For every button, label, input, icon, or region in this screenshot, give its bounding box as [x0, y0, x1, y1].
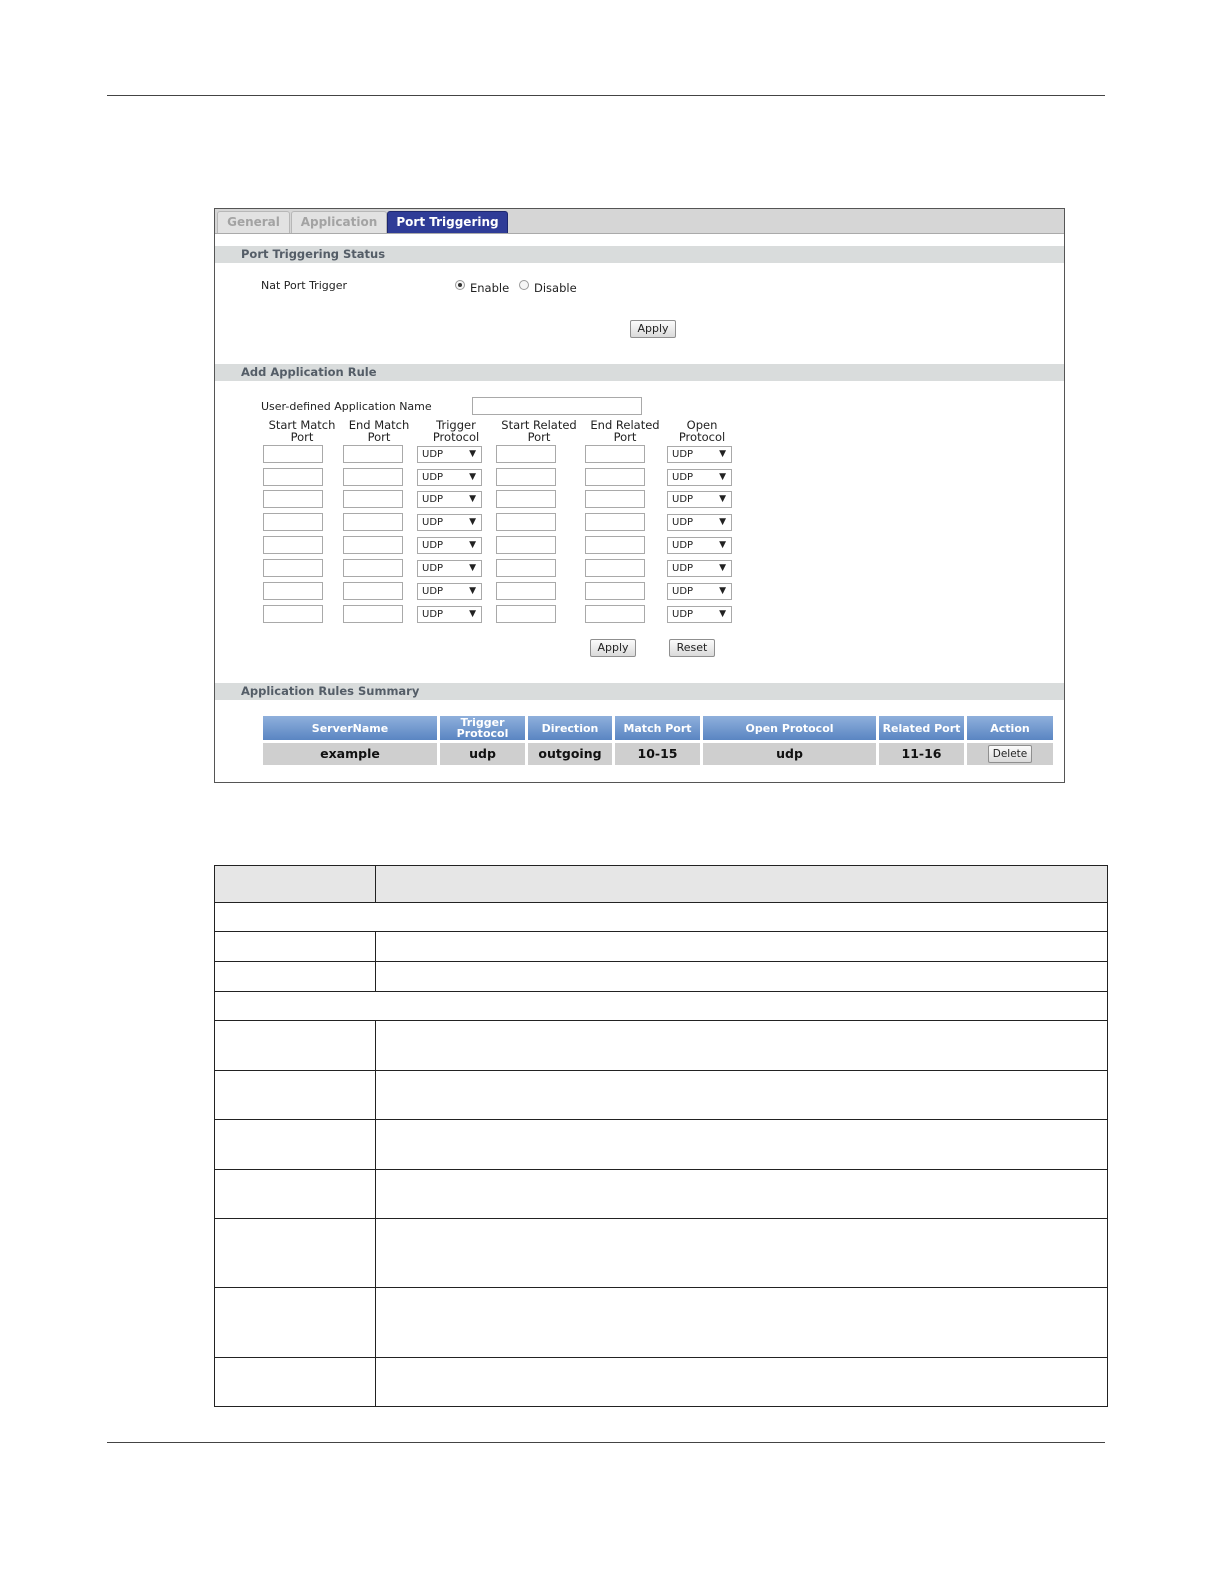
- open-protocol-select[interactable]: [667, 606, 732, 623]
- end-match-port-input[interactable]: [343, 536, 403, 554]
- dropdown-arrow-icon: ▼: [719, 449, 726, 459]
- table-line: [215, 1020, 1107, 1021]
- end-match-port-input[interactable]: [343, 513, 403, 531]
- table-line: [215, 1357, 1107, 1358]
- start-related-port-input[interactable]: [496, 605, 556, 623]
- disable-radio[interactable]: [519, 280, 529, 290]
- protocol-value: UDP: [672, 540, 694, 551]
- protocol-value: UDP: [422, 609, 444, 620]
- protocol-value: UDP: [672, 586, 694, 597]
- trigger-protocol-select[interactable]: [417, 491, 482, 508]
- dropdown-arrow-icon: ▼: [719, 472, 726, 482]
- table-line: [215, 1070, 1107, 1071]
- tab-bar: [215, 209, 1064, 234]
- col-start-related-port: Start Related Port: [501, 418, 577, 444]
- rule-reset-button[interactable]: Reset: [669, 639, 715, 657]
- summary-col-action: Action: [967, 716, 1053, 740]
- dropdown-arrow-icon: ▼: [719, 517, 726, 527]
- summary-col-open-protocol: Open Protocol: [703, 716, 876, 740]
- open-protocol-select[interactable]: [667, 446, 732, 463]
- tab-application[interactable]: Application: [291, 211, 387, 233]
- protocol-value: UDP: [422, 494, 444, 505]
- dropdown-arrow-icon: ▼: [469, 609, 476, 619]
- open-protocol-select[interactable]: [667, 491, 732, 508]
- table-line: [215, 961, 1107, 962]
- end-match-port-input[interactable]: [343, 490, 403, 508]
- summary-direction-cell: outgoing: [528, 743, 612, 765]
- app-name-input[interactable]: [472, 397, 642, 415]
- col-end-match-port: End Match Port: [348, 418, 410, 444]
- summary-section-header: [215, 683, 1064, 700]
- open-protocol-select[interactable]: [667, 469, 732, 486]
- end-related-port-input[interactable]: [585, 445, 645, 463]
- end-related-port-input[interactable]: [585, 582, 645, 600]
- table-divider: [375, 866, 376, 902]
- summary-col-related-port: Related Port: [879, 716, 964, 740]
- dropdown-arrow-icon: ▼: [719, 540, 726, 550]
- col-open-protocol: Open Protocol: [678, 418, 726, 444]
- end-match-port-input[interactable]: [343, 468, 403, 486]
- table-line: [215, 1218, 1107, 1219]
- protocol-value: UDP: [672, 563, 694, 574]
- start-match-port-input[interactable]: [263, 605, 323, 623]
- open-protocol-select[interactable]: [667, 514, 732, 531]
- end-related-port-input[interactable]: [585, 536, 645, 554]
- trigger-protocol-select[interactable]: [417, 537, 482, 554]
- trigger-protocol-select[interactable]: [417, 606, 482, 623]
- dropdown-arrow-icon: ▼: [469, 517, 476, 527]
- start-related-port-input[interactable]: [496, 559, 556, 577]
- status-section-header: [215, 246, 1064, 263]
- protocol-value: UDP: [422, 517, 444, 528]
- end-related-port-input[interactable]: [585, 468, 645, 486]
- tab-port-triggering[interactable]: Port Triggering: [387, 211, 508, 233]
- start-match-port-input[interactable]: [263, 445, 323, 463]
- description-table: [214, 865, 1108, 1407]
- dropdown-arrow-icon: ▼: [469, 586, 476, 596]
- add-rule-section-title: Add Application Rule: [241, 365, 377, 379]
- enable-label: Enable: [470, 281, 510, 295]
- open-protocol-select[interactable]: [667, 560, 732, 577]
- table-line: [215, 1119, 1107, 1120]
- end-related-port-input[interactable]: [585, 559, 645, 577]
- col-start-match-port: Start Match Port: [268, 418, 336, 444]
- end-related-port-input[interactable]: [585, 490, 645, 508]
- table-line: [215, 931, 1107, 932]
- end-match-port-input[interactable]: [343, 605, 403, 623]
- end-match-port-input[interactable]: [343, 582, 403, 600]
- dropdown-arrow-icon: ▼: [469, 449, 476, 459]
- protocol-value: UDP: [422, 563, 444, 574]
- protocol-value: UDP: [422, 472, 444, 483]
- open-protocol-select[interactable]: [667, 583, 732, 600]
- protocol-value: UDP: [672, 494, 694, 505]
- end-related-port-input[interactable]: [585, 605, 645, 623]
- status-section-title: Port Triggering Status: [241, 247, 386, 261]
- trigger-protocol-select[interactable]: [417, 469, 482, 486]
- protocol-value: UDP: [672, 517, 694, 528]
- app-name-label: User-defined Application Name: [261, 400, 432, 413]
- nat-port-trigger-label: Nat Port Trigger: [261, 279, 348, 292]
- add-rule-section-header: [215, 364, 1064, 381]
- dropdown-arrow-icon: ▼: [719, 563, 726, 573]
- table-divider: [375, 931, 376, 991]
- start-related-port-input[interactable]: [496, 582, 556, 600]
- start-match-port-input[interactable]: [263, 536, 323, 554]
- rule-apply-button[interactable]: Apply: [590, 639, 636, 657]
- protocol-value: UDP: [672, 449, 694, 460]
- table-line: [215, 1287, 1107, 1288]
- summary-section-title: Application Rules Summary: [241, 684, 420, 698]
- summary-col-servername: ServerName: [263, 716, 437, 740]
- col-trigger-protocol: Trigger Protocol: [432, 418, 480, 444]
- summary-col-match-port: Match Port: [615, 716, 700, 740]
- summary-related-port-cell: 11-16: [879, 743, 964, 765]
- protocol-value: UDP: [672, 472, 694, 483]
- summary-col-trigger-protocol: Trigger Protocol: [440, 716, 525, 740]
- start-related-port-input[interactable]: [496, 490, 556, 508]
- bottom-rule: [107, 1442, 1105, 1443]
- trigger-protocol-select[interactable]: [417, 514, 482, 531]
- start-related-port-input[interactable]: [496, 536, 556, 554]
- start-match-port-input[interactable]: [263, 490, 323, 508]
- disable-label: Disable: [534, 281, 577, 295]
- summary-col-direction: Direction: [528, 716, 612, 740]
- summary-match-port-cell: 10-15: [615, 743, 700, 765]
- summary-action-cell: [967, 743, 1053, 765]
- open-protocol-select[interactable]: [667, 537, 732, 554]
- enable-radio[interactable]: [455, 280, 465, 290]
- table-line: [215, 991, 1107, 992]
- start-related-port-input[interactable]: [496, 513, 556, 531]
- port-triggering-screen: [214, 208, 1065, 783]
- trigger-protocol-select[interactable]: [417, 560, 482, 577]
- summary-trigger-protocol-cell: udp: [440, 743, 525, 765]
- protocol-value: UDP: [422, 449, 444, 460]
- end-match-port-input[interactable]: [343, 445, 403, 463]
- trigger-protocol-select[interactable]: [417, 446, 482, 463]
- start-match-port-input[interactable]: [263, 468, 323, 486]
- delete-button[interactable]: Delete: [988, 745, 1032, 763]
- dropdown-arrow-icon: ▼: [719, 609, 726, 619]
- status-apply-button[interactable]: Apply: [630, 320, 676, 338]
- protocol-value: UDP: [422, 586, 444, 597]
- summary-servername-cell: example: [263, 743, 437, 765]
- start-related-port-input[interactable]: [496, 445, 556, 463]
- dropdown-arrow-icon: ▼: [469, 472, 476, 482]
- protocol-value: UDP: [672, 609, 694, 620]
- dropdown-arrow-icon: ▼: [469, 563, 476, 573]
- col-end-related-port: End Related Port: [590, 418, 660, 444]
- dropdown-arrow-icon: ▼: [469, 540, 476, 550]
- start-match-port-input[interactable]: [263, 513, 323, 531]
- start-match-port-input[interactable]: [263, 559, 323, 577]
- end-match-port-input[interactable]: [343, 559, 403, 577]
- dropdown-arrow-icon: ▼: [719, 494, 726, 504]
- start-match-port-input[interactable]: [263, 582, 323, 600]
- tab-general[interactable]: General: [217, 211, 290, 233]
- summary-open-protocol-cell: udp: [703, 743, 876, 765]
- top-rule: [107, 95, 1105, 96]
- table-line: [215, 1169, 1107, 1170]
- protocol-value: UDP: [422, 540, 444, 551]
- description-table-header: [215, 866, 1107, 902]
- trigger-protocol-select[interactable]: [417, 583, 482, 600]
- table-line: [215, 902, 1107, 903]
- start-related-port-input[interactable]: [496, 468, 556, 486]
- table-divider: [375, 1020, 376, 1406]
- dropdown-arrow-icon: ▼: [719, 586, 726, 596]
- dropdown-arrow-icon: ▼: [469, 494, 476, 504]
- end-related-port-input[interactable]: [585, 513, 645, 531]
